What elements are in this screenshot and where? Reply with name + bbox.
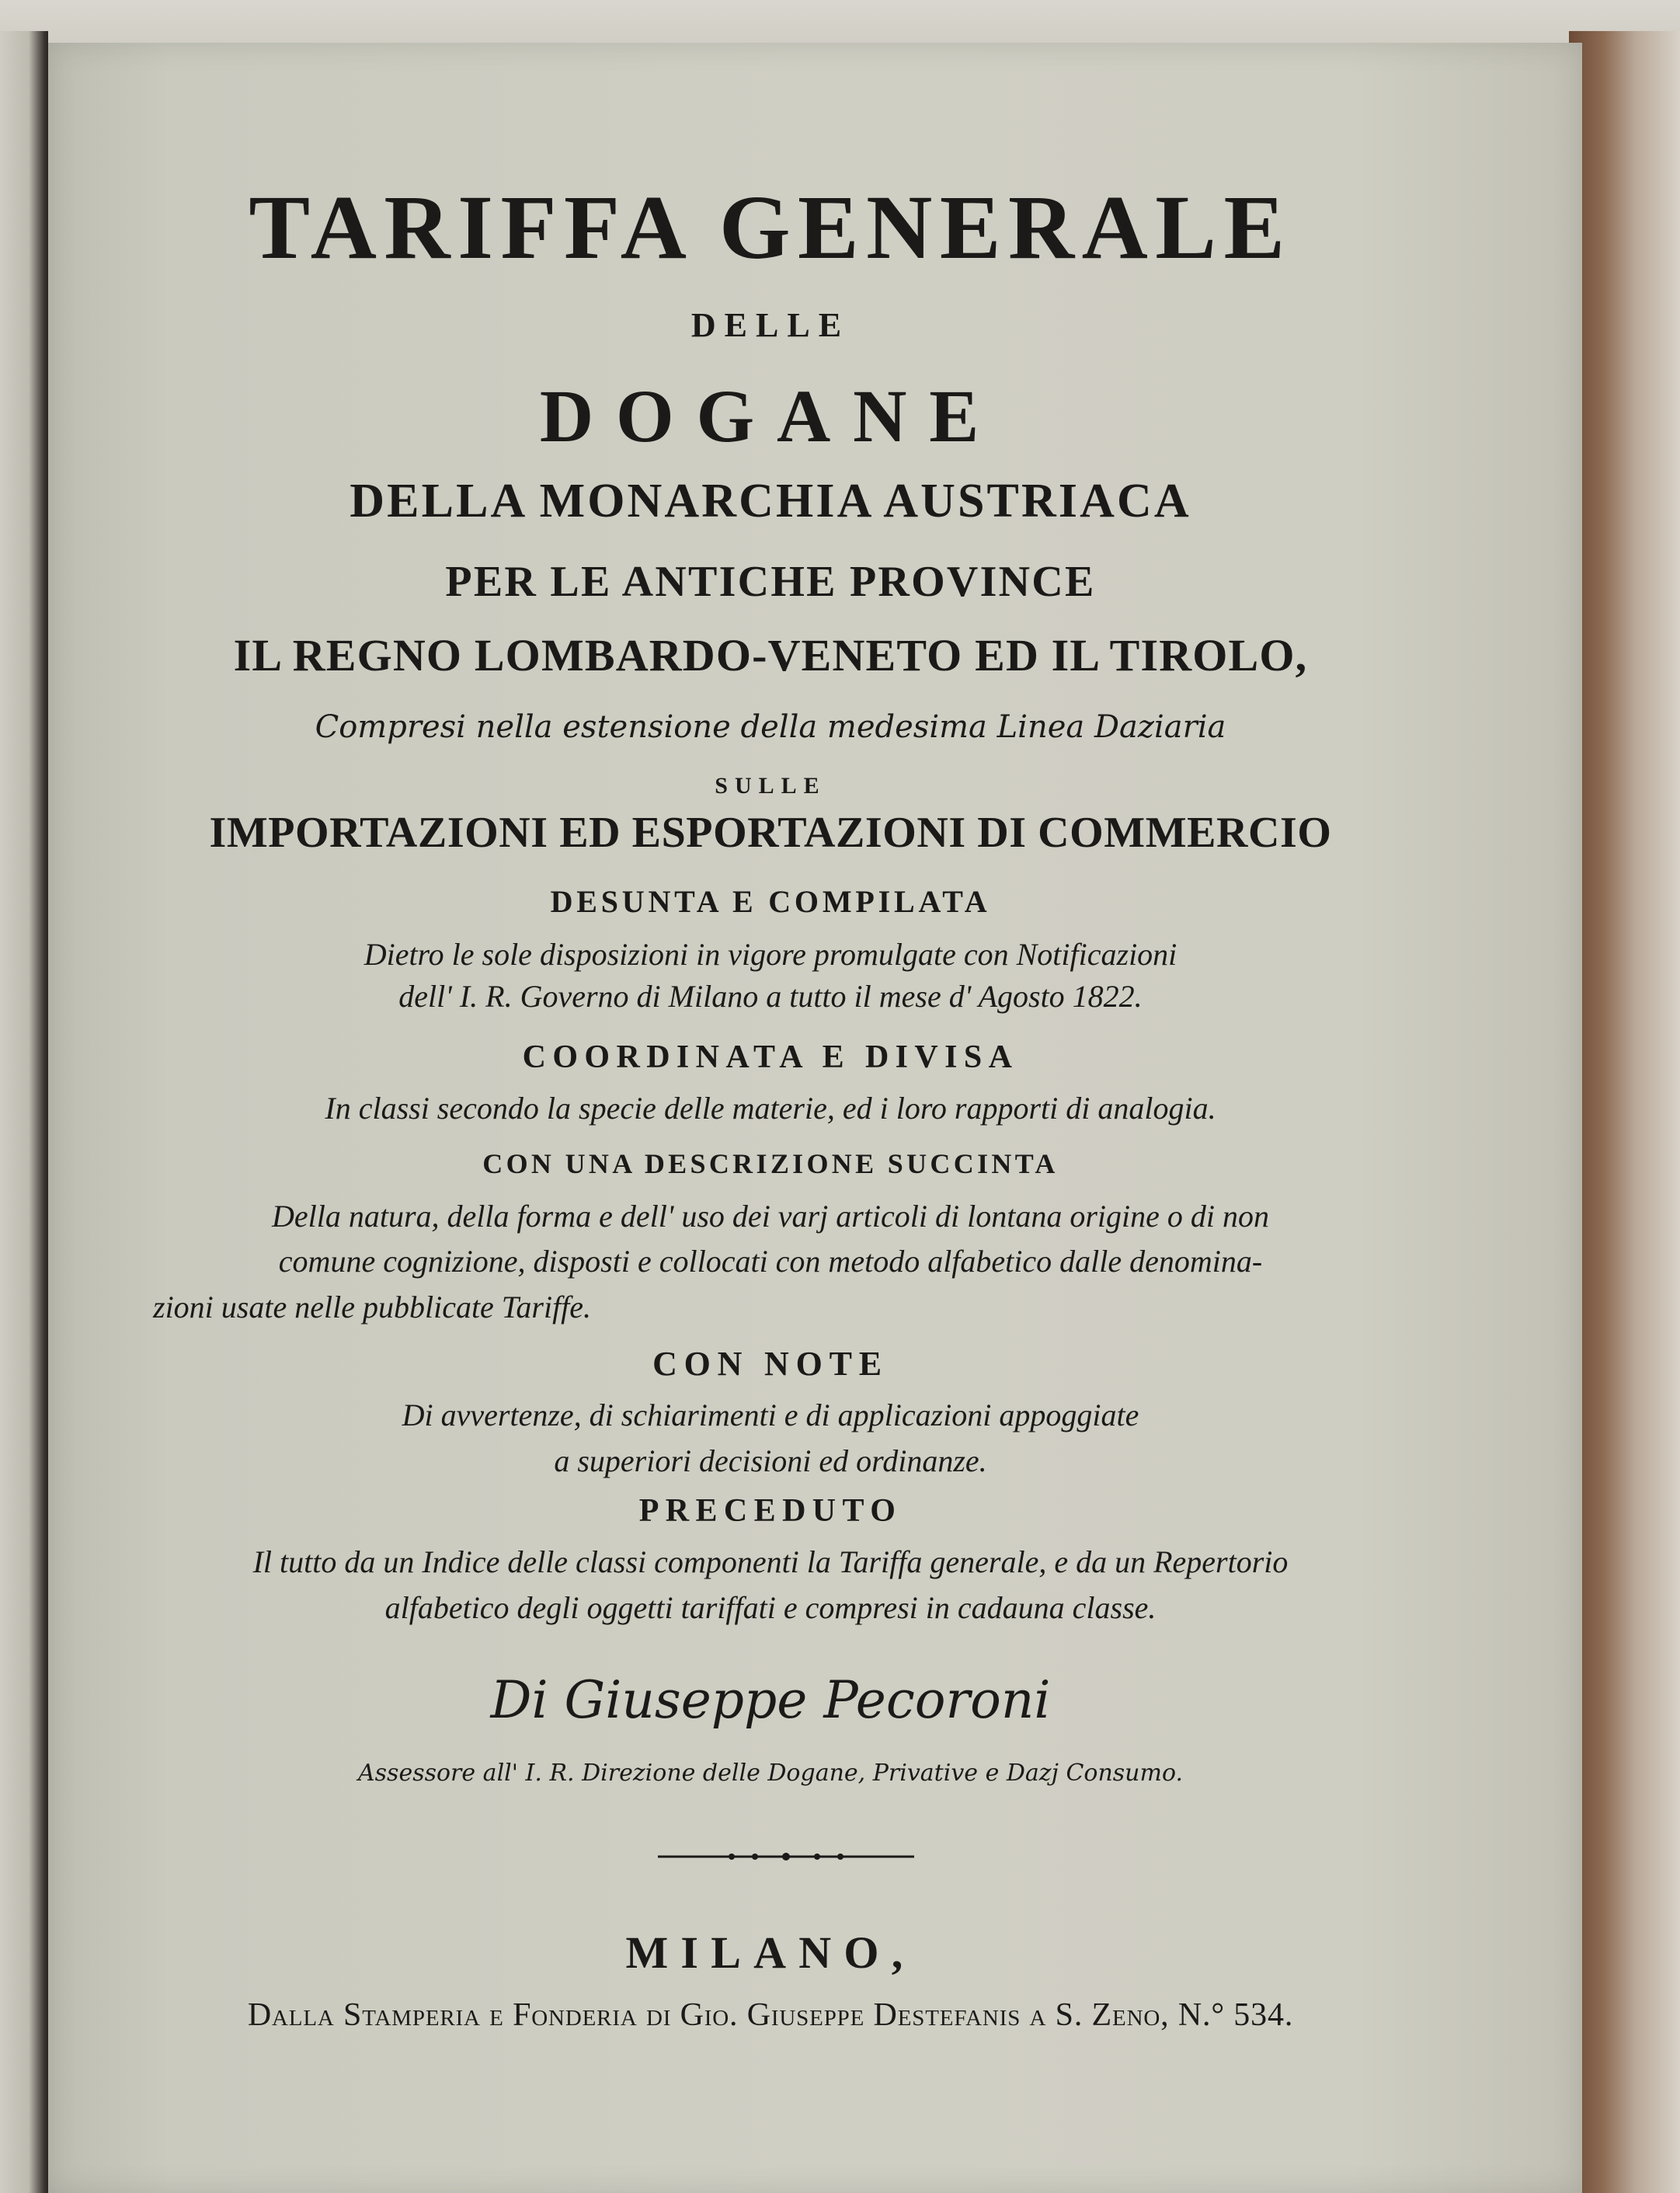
heading-importazioni: IMPORTAZIONI ED ESPORTAZIONI DI COMMERCIO	[209, 809, 1332, 857]
heading-coordinata: COORDINATA E DIVISA	[522, 1039, 1019, 1075]
text-natura-1: Della natura, della forma e dell' uso dei varj articoli di lontana origine o di non	[271, 1199, 1270, 1234]
decorative-rule-ornament	[658, 1853, 914, 1861]
subtitle-monarchia: DELLA MONARCHIA AUSTRIACA	[350, 475, 1191, 527]
facing-page-edge	[0, 31, 48, 2193]
subtitle-province: PER LE ANTICHE PROVINCE	[445, 558, 1096, 606]
imprint-printer: Dalla Stamperia e Fonderia di Gio. Giuseppe Destefanis a S. Zeno, N.° 534.	[247, 1997, 1294, 2033]
text-dietro-1: Dietro le sole disposizioni in vigore promulgate con Notificazioni	[363, 937, 1177, 972]
book-cover-edge	[1569, 31, 1680, 2193]
author-name: Di Giuseppe Pecoroni	[490, 1670, 1051, 1730]
heading-con-note: CON NOTE	[652, 1345, 889, 1383]
subtitle-delle: DELLE	[690, 306, 850, 344]
text-tutto-1: Il tutto da un Indice delle classi componenti la Tariffa generale, e da un Repertorio	[252, 1544, 1289, 1579]
title: TARIFFA GENERALE	[249, 176, 1292, 278]
text-avvertenze-1: Di avvertenze, di schiarimenti e di applicazioni appoggiate	[402, 1398, 1139, 1432]
subtitle-dogane: DOGANE	[539, 374, 1002, 458]
author-role: Assessore all' I. R. Direzione delle Dogane, Privative e Dazj Consumo.	[357, 1760, 1184, 1787]
text-tutto-2: alfabetico degli oggetti tariffati e compresi in cadauna classe.	[384, 1590, 1157, 1625]
text-avvertenze-2: a superiori decisioni ed ordinanze.	[554, 1443, 987, 1478]
heading-desunta: DESUNTA E COMPILATA	[550, 884, 991, 919]
subtitle-regno: IL REGNO LOMBARDO-VENETO ED IL TIROLO,	[233, 630, 1308, 681]
title-page	[48, 43, 1582, 2193]
text-natura-3: zioni usate nelle pubblicate Tariffe.	[153, 1290, 592, 1325]
text-classi: In classi secondo la specie delle materie, ed i loro rapporti di analogia.	[325, 1091, 1216, 1126]
script-compresi: Compresi nella estensione della medesima Linea Daziaria	[315, 709, 1226, 745]
heading-sulle: SULLE	[715, 773, 826, 799]
heading-preceduto: PRECEDUTO	[638, 1493, 903, 1529]
text-natura-2: comune cognizione, disposti e collocati con metodo alfabetico dalle denomina-	[278, 1244, 1263, 1279]
text-dietro-2: dell' I. R. Governo di Milano a tutto il mese d' Agosto 1822.	[398, 979, 1143, 1014]
heading-descrizione: CON UNA DESCRIZIONE SUCCINTA	[482, 1148, 1059, 1179]
imprint-city: MILANO,	[625, 1927, 916, 1978]
